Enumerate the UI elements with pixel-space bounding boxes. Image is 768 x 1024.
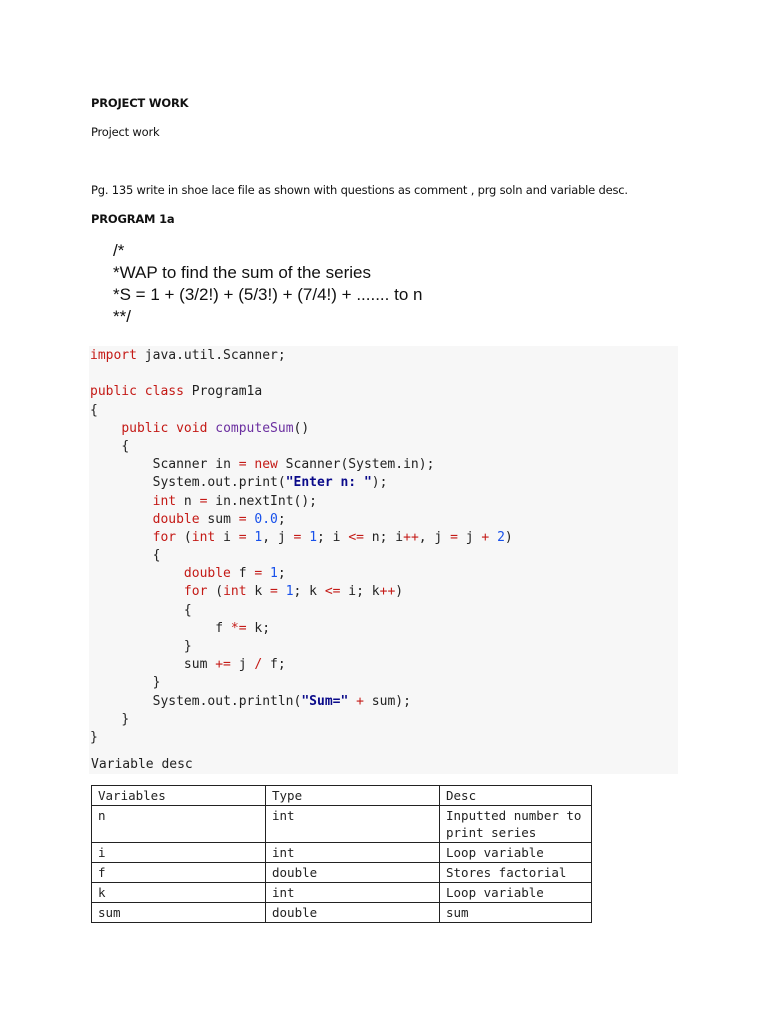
table-cell: double [266, 903, 440, 923]
code-token: 1 [285, 584, 294, 600]
table-header-row [92, 786, 592, 806]
code-token: = [270, 584, 278, 600]
code-token: *= [230, 620, 247, 636]
question-comment [113, 240, 422, 328]
code-token: 1 [309, 529, 318, 545]
code-token: i [215, 529, 239, 545]
table-cell: int [266, 883, 440, 903]
code-token: double [152, 511, 200, 527]
code-token: = [238, 511, 247, 527]
code-token: Scanner in [152, 457, 239, 473]
code-token: j [457, 529, 482, 545]
table-header-cell: Desc [440, 786, 592, 806]
code-token: System.out.print( [152, 475, 286, 491]
program-label: PROGRAM 1a [91, 212, 175, 226]
code-token: ( [176, 529, 192, 545]
code-token: n [176, 493, 200, 509]
code-token: computeSum [215, 420, 294, 436]
code-token: n; i [363, 529, 404, 545]
code-token: j [230, 657, 255, 673]
comment-line: *WAP to find the sum of the series [113, 263, 371, 282]
code-token: = [238, 529, 247, 545]
code-token: sum [183, 657, 216, 673]
code-token: = [199, 493, 208, 509]
code-token: + [356, 693, 364, 709]
code-block [90, 347, 513, 747]
table-cell: Inputted number to print series [440, 806, 592, 843]
code-token: } [152, 675, 161, 691]
code-token: 1 [270, 566, 278, 582]
code-token: void [176, 420, 208, 436]
comment-line: **/ [113, 307, 131, 326]
code-token: ; [277, 566, 286, 582]
code-token: ( [207, 584, 224, 600]
code-token: += [215, 657, 231, 673]
code-token: ; [277, 511, 286, 527]
instruction-text: Pg. 135 write in shoe lace file as shown with questions as comment , prg soln and variable desc. [91, 183, 628, 197]
table-cell: int [266, 806, 440, 843]
table-cell: double [266, 863, 440, 883]
code-token: <= [348, 529, 364, 545]
doc-title: PROJECT WORK [91, 96, 189, 110]
code-token: "Enter n: " [285, 475, 372, 491]
table-cell: Stores factorial [440, 863, 592, 883]
code-token: () [293, 420, 310, 436]
code-token: ; i [317, 529, 349, 545]
code-token: ; k [293, 584, 325, 600]
code-token: ) [504, 529, 513, 545]
table-cell: n [92, 806, 266, 843]
code-token: class [144, 384, 184, 400]
code-token: i; k [340, 584, 380, 600]
code-token: java.util.Scanner; [136, 348, 286, 363]
doc-subtitle: Project work [91, 125, 160, 139]
code-token: for [152, 529, 177, 545]
code-token: , j [262, 529, 294, 545]
variable-desc-title: Variable desc [91, 757, 193, 772]
code-token: in.nextInt(); [207, 493, 317, 509]
code-token: Scanner(System.in); [277, 457, 435, 473]
comment-line: /* [113, 241, 125, 260]
code-token: } [90, 729, 98, 745]
code-token: new [254, 457, 278, 473]
code-token: <= [324, 584, 341, 600]
table-cell: f [92, 863, 266, 883]
comment-line: *S = 1 + (3/2!) + (5/3!) + (7/4!) + ....... to n [113, 285, 423, 304]
code-token: f [230, 566, 255, 582]
table-cell: int [266, 843, 440, 863]
code-token: { [152, 548, 161, 564]
table-row [92, 806, 592, 843]
code-token: ++ [379, 584, 396, 600]
code-token: { [121, 438, 130, 454]
code-token: System.out.println( [152, 693, 302, 709]
code-token: { [90, 402, 98, 418]
code-token: { [183, 602, 192, 618]
code-token: f [215, 620, 231, 636]
code-token: int [191, 529, 216, 545]
code-token: } [121, 711, 130, 727]
table-row [92, 843, 592, 863]
table-cell: Loop variable [440, 883, 592, 903]
code-token: int [223, 584, 247, 600]
code-token: , j [418, 529, 451, 545]
table-row [92, 903, 592, 923]
code-token: 0.0 [254, 511, 278, 527]
code-token: = [254, 566, 263, 582]
table-header-cell: Type [266, 786, 440, 806]
code-token: k [246, 584, 271, 600]
code-token: for [183, 584, 208, 600]
code-token: int [152, 493, 177, 509]
code-token: public [121, 420, 169, 436]
code-token: = [238, 457, 247, 473]
code-token: double [183, 566, 231, 582]
code-token: = [293, 529, 302, 545]
variable-table [91, 785, 592, 923]
table-cell: sum [440, 903, 592, 923]
table-row [92, 883, 592, 903]
table-cell: i [92, 843, 266, 863]
code-token: Program1a [183, 384, 263, 400]
code-token: / [254, 657, 263, 673]
code-token: f; [262, 657, 286, 673]
code-token: 1 [254, 529, 263, 545]
code-token: = [450, 529, 458, 545]
code-token: ++ [403, 529, 419, 545]
code-token: "Sum=" [301, 693, 349, 709]
code-token: } [183, 639, 192, 654]
code-token: 2 [497, 529, 505, 545]
table-row [92, 863, 592, 883]
table-cell: Loop variable [440, 843, 592, 863]
code-token: public [90, 384, 137, 400]
code-token: k; [246, 620, 271, 636]
code-token: sum); [363, 693, 411, 709]
table-header-cell: Variables [92, 786, 266, 806]
table-cell: k [92, 883, 266, 903]
code-token: sum [199, 511, 239, 527]
code-token: import [90, 348, 137, 363]
table-cell: sum [92, 903, 266, 923]
code-token: ) [395, 584, 404, 600]
code-token: + [481, 529, 490, 545]
code-token: ); [371, 475, 388, 491]
